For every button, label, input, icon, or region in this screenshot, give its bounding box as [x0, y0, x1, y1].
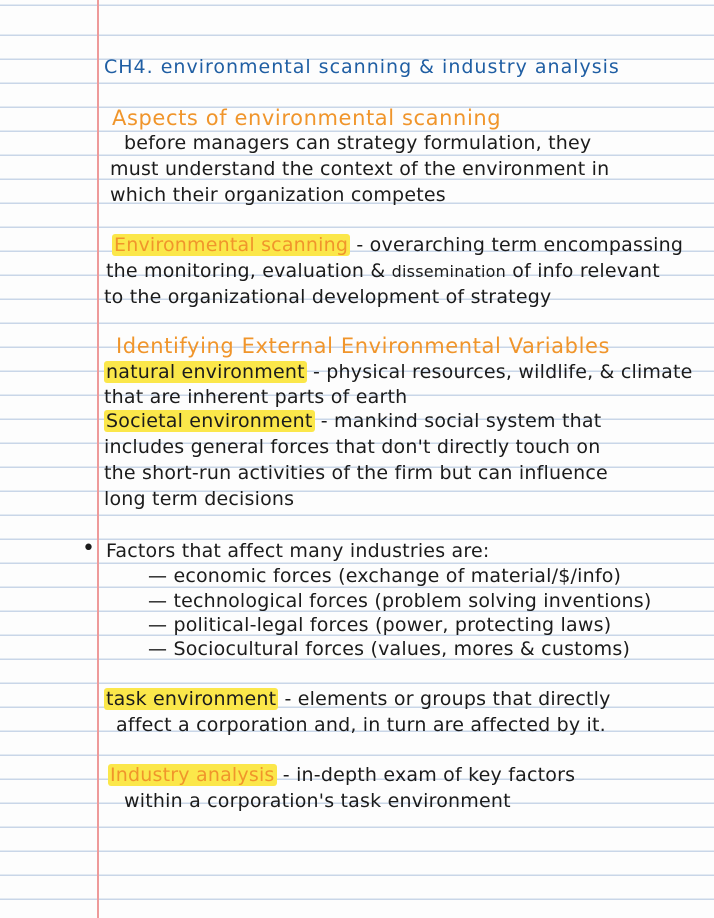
definition-text: - overarching term encompassing	[350, 234, 684, 256]
term-environmental-scanning: Environmental scanning	[114, 234, 349, 256]
definition-text: - elements or groups that directly	[278, 688, 611, 710]
societal-line: long term decisions	[104, 488, 295, 510]
definition-text: of info relevant	[506, 260, 660, 282]
societal-line: the short-run activities of the firm but can influence	[104, 462, 608, 484]
societal-line: includes general forces that don't directly touch on	[104, 436, 601, 458]
bullet-dot: •	[82, 536, 96, 561]
env-scanning-line	[106, 260, 660, 282]
note-line: must understand the context of the environment in	[110, 158, 610, 180]
factor-item: — technological forces (problem solving inventions)	[148, 590, 652, 612]
definition-text: - physical resources, wildlife, & climate	[306, 361, 693, 383]
industry-line	[108, 764, 575, 786]
societal-line	[104, 410, 601, 432]
term-task-environment: task environment	[106, 688, 277, 710]
section-heading-aspects: Aspects of environmental scanning	[112, 106, 502, 130]
task-line: affect a corporation and, in turn are affected by it.	[116, 714, 606, 736]
factor-item: — political-legal forces (power, protecting laws)	[148, 614, 612, 636]
factors-intro: Factors that affect many industries are:	[106, 540, 490, 562]
env-scanning-line	[112, 234, 683, 256]
term-industry-analysis: Industry analysis	[110, 764, 275, 786]
note-line: which their organization competes	[110, 184, 446, 206]
factor-item: — economic forces (exchange of material/$/info)	[148, 565, 622, 587]
factor-item: — Sociocultural forces (values, mores & customs)	[148, 638, 631, 660]
section-heading-external-variables: Identifying External Environmental Variables	[116, 334, 611, 358]
env-scanning-line: to the organizational development of strategy	[104, 286, 552, 308]
note-line: before managers can strategy formulation, they	[124, 132, 592, 154]
industry-line: within a corporation's task environment	[124, 790, 511, 812]
term-natural-environment: natural environment	[106, 361, 305, 383]
page-title: CH4. environmental scanning & industry analysis	[104, 56, 620, 78]
natural-line	[104, 361, 693, 383]
definition-text: dissemination	[391, 262, 506, 281]
margin-line	[97, 0, 99, 918]
term-societal-environment: Societal environment	[106, 410, 313, 432]
definition-text: - mankind social system that	[314, 410, 602, 432]
definition-text: - in-depth exam of key factors	[276, 764, 576, 786]
task-line	[104, 688, 611, 710]
natural-line: that are inherent parts of earth	[104, 386, 408, 408]
definition-text: the monitoring, evaluation &	[106, 260, 392, 282]
